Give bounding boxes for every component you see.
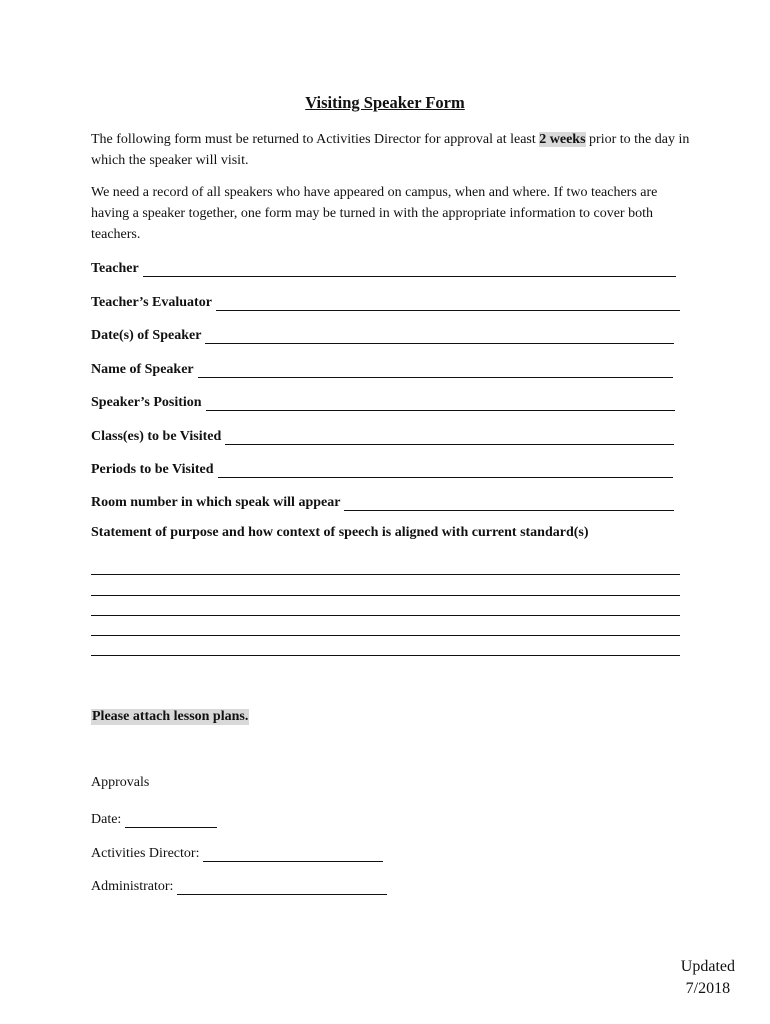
speaker-name-label: Name of Speaker bbox=[91, 362, 194, 377]
speaker-name-line[interactable] bbox=[198, 363, 673, 378]
statement-label: Statement of purpose and how context of speech is aligned with current standard(s) bbox=[91, 525, 589, 540]
intro-text-before: The following form must be returned to Activities Director for approval at least bbox=[91, 132, 540, 147]
speaker-dates-line[interactable] bbox=[205, 329, 674, 344]
updated-footer bbox=[681, 956, 735, 1000]
speaker-name-field[interactable] bbox=[91, 358, 673, 378]
statement-line[interactable] bbox=[91, 635, 680, 636]
intro-text-after: prior to the day in which the speaker will visit. bbox=[91, 132, 690, 168]
form-title: Visiting Speaker Form bbox=[305, 93, 465, 112]
statement-line[interactable] bbox=[91, 615, 680, 616]
approvals-heading: Approvals bbox=[91, 775, 150, 790]
room-line[interactable] bbox=[344, 496, 674, 511]
approval-date-label: Date: bbox=[91, 812, 122, 827]
teacher-label: Teacher bbox=[91, 261, 139, 276]
administrator-field[interactable] bbox=[91, 875, 387, 895]
evaluator-label: Teacher’s Evaluator bbox=[91, 295, 212, 310]
administrator-line[interactable] bbox=[177, 880, 387, 895]
attach-lesson-plans-note: Please attach lesson plans. bbox=[92, 709, 249, 724]
statement-line[interactable] bbox=[91, 595, 680, 596]
evaluator-field[interactable] bbox=[91, 291, 680, 311]
speaker-dates-field[interactable] bbox=[91, 324, 674, 344]
teacher-field[interactable] bbox=[91, 257, 676, 277]
classes-label: Class(es) to be Visited bbox=[91, 429, 222, 444]
periods-line[interactable] bbox=[218, 463, 674, 478]
statement-line[interactable] bbox=[91, 655, 680, 656]
classes-field[interactable] bbox=[91, 425, 674, 445]
approval-date-field[interactable] bbox=[91, 808, 217, 828]
record-note-paragraph: We need a record of all speakers who have appeared on campus, when and where. If two teachers are having a speaker together, one form may be turned in with the appropriate information to cover both teachers. bbox=[91, 185, 658, 242]
deadline-highlight: 2 weeks bbox=[539, 132, 586, 147]
periods-field[interactable] bbox=[91, 458, 673, 478]
evaluator-line[interactable] bbox=[216, 296, 680, 311]
speaker-position-line[interactable] bbox=[206, 396, 675, 411]
classes-line[interactable] bbox=[225, 430, 674, 445]
intro-paragraph bbox=[91, 129, 691, 171]
administrator-label: Administrator: bbox=[91, 879, 174, 894]
updated-date: 7/2018 bbox=[685, 980, 731, 997]
periods-label: Periods to be Visited bbox=[91, 462, 214, 477]
director-field[interactable] bbox=[91, 842, 383, 862]
updated-label: Updated bbox=[680, 958, 735, 975]
speaker-dates-label: Date(s) of Speaker bbox=[91, 328, 202, 343]
room-label: Room number in which speak will appear bbox=[91, 495, 341, 510]
teacher-line[interactable] bbox=[143, 262, 676, 277]
director-label: Activities Director: bbox=[91, 846, 200, 861]
director-line[interactable] bbox=[203, 847, 383, 862]
speaker-position-label: Speaker’s Position bbox=[91, 395, 202, 410]
statement-line[interactable] bbox=[91, 574, 680, 575]
approval-date-line[interactable] bbox=[125, 813, 217, 828]
room-field[interactable] bbox=[91, 491, 674, 511]
speaker-position-field[interactable] bbox=[91, 391, 675, 411]
